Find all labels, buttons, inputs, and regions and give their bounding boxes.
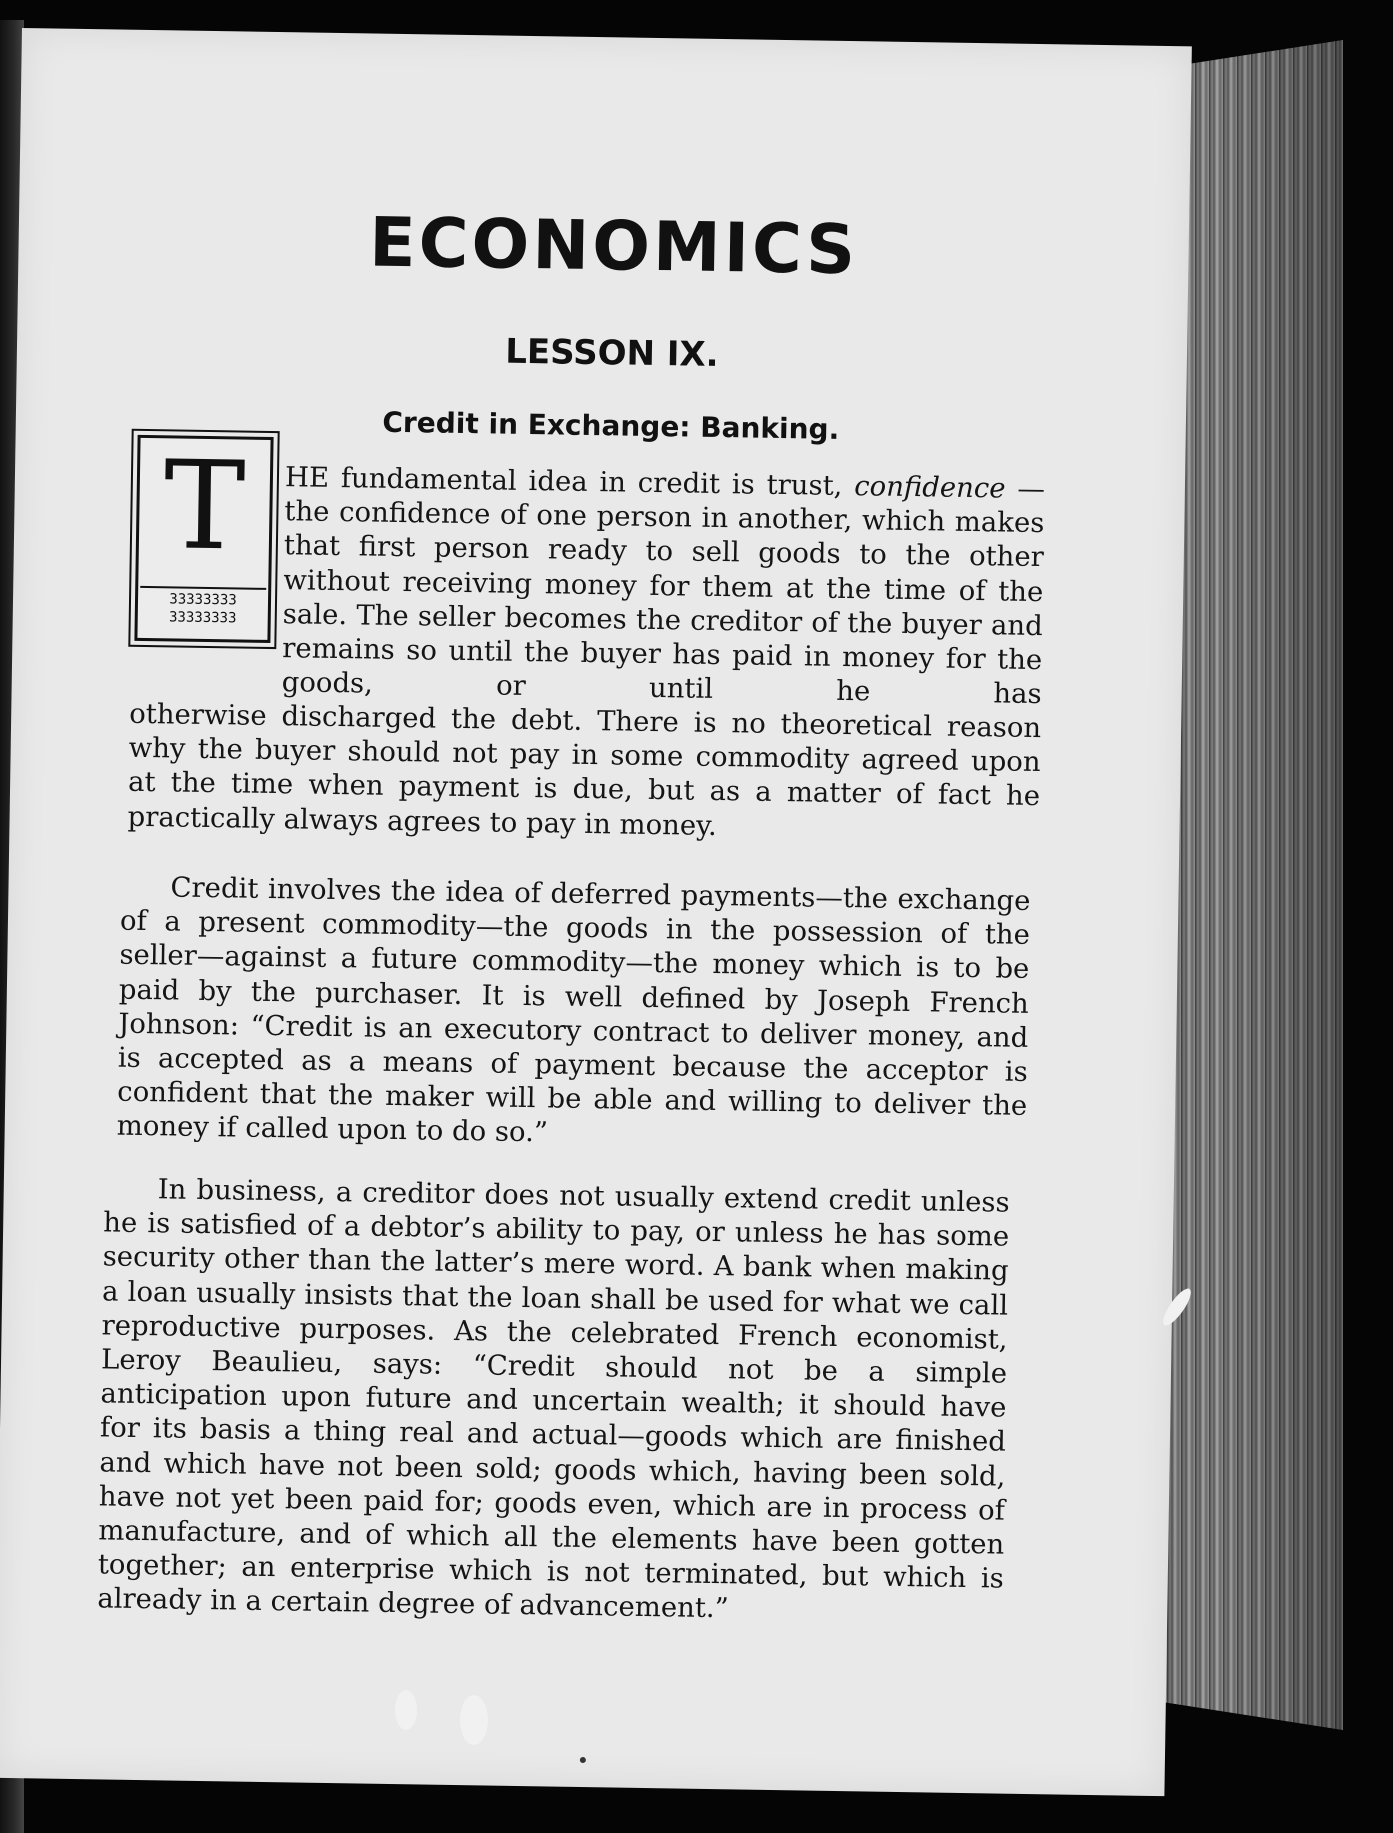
drop-cap (134, 435, 273, 643)
section-title: Credit in Exchange: Banking. (382, 405, 840, 446)
book-page (0, 28, 1192, 1796)
paper-debris-mark (395, 1690, 417, 1730)
page-heading: ECONOMICS (368, 203, 859, 291)
page-speck (580, 1757, 586, 1763)
paragraph-1-lead: HE fundamental idea in credit is trust, (284, 461, 843, 502)
paragraph-1-continued: otherwise discharged the debt. There is no theoretical reason why the buyer should not pay in some commodity agreed upon at the time when payment is due, but as a matter of fact he practically always agrees to pay in money. (127, 697, 1042, 842)
paragraph-2: Credit involves the idea of deferred payments—the exchange of a present commodity—the goods in the possession of the seller—against a future commodity—the money which is to be paid by the purchaser. It is well defined by Joseph French Johnson: “Credit is an executory contract to deliver money, and is accepted as a means of payment because the acceptor is confident that the maker will be able and willing to deliver the money if called upon to do so.” (116, 871, 1031, 1149)
paragraph-1-opening (281, 460, 1045, 711)
drop-cap-ornament: 33333333 33333333 (140, 586, 267, 628)
drop-cap-letter: T (162, 434, 247, 578)
paper-debris-mark (460, 1695, 488, 1745)
paragraph-1-continuation: —the confidence of one person in another, which makes that first person ready to sell goods to the other without receiving money for them at the time of the sale. The seller becomes the creditor of the buyer and remains so until the buyer has paid in money for the goods, or until he has (281, 472, 1046, 711)
paragraph-3: In business, a creditor does not usually extend credit unless he is satisfied of a debtor’s ability to pay, or unless he has some security other than the latter’s mere word. A bank when making a loan usually insists that the loan shall be used for what we call reproductive purposes. As the celebrated French economist, Leroy Beaulieu, says: “Credit should not be a simple anticipation upon future and uncertain wealth; it should have for its basis a thing real and actual—goods which are finished and which have not been sold; goods which, having been sold, have not yet been paid for; goods even, which are in process of manufacture, and of which all the elements have been gotten together; an enterprise which is not terminated, but which is already in a certain degree of advancement.” (97, 1173, 1010, 1625)
lesson-title: LESSON IX. (504, 331, 719, 375)
paragraph-1-italic-word: confidence (854, 470, 1006, 505)
